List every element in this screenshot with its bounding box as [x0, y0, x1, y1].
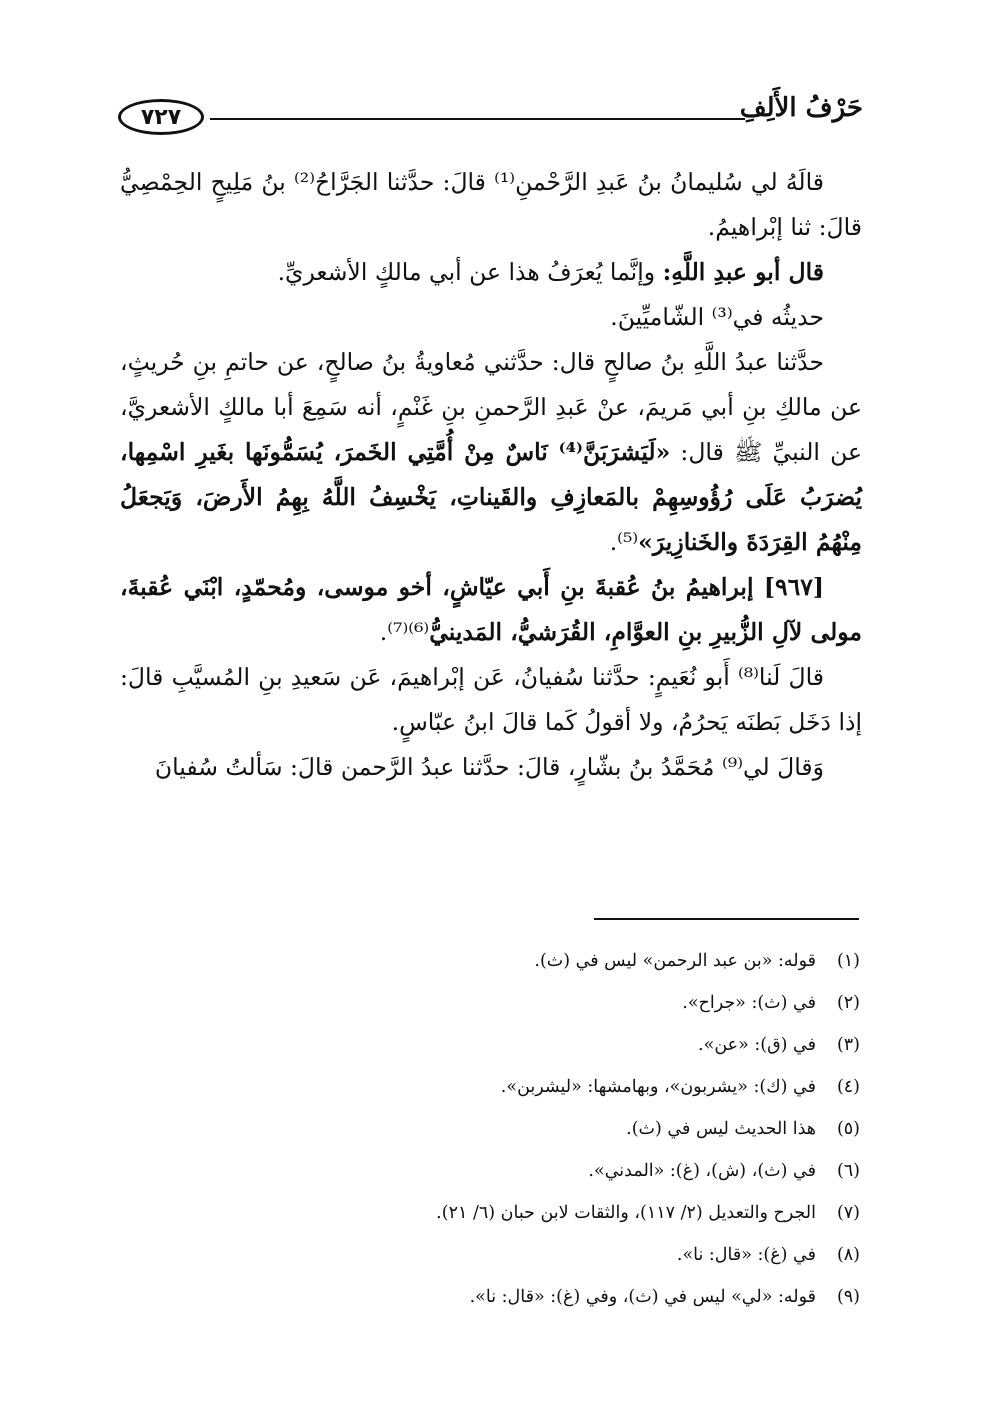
footnote-text: في (ث)، (ش)، (غ): «المدني».	[588, 1161, 816, 1181]
main-text	[120, 160, 862, 790]
paragraph-4	[120, 340, 862, 565]
footnote-number: (١)	[836, 951, 860, 971]
footnote-number: (٩)	[836, 1287, 860, 1307]
footnote-text: في (ك): «يشربون»، وبهامشها: «ليشربن».	[500, 1077, 816, 1097]
footnote	[200, 1066, 860, 1108]
paragraph-2	[120, 250, 862, 295]
footnote-ref-5: ⁽⁵⁾.	[609, 528, 639, 556]
footnote	[200, 1276, 860, 1318]
footnotes	[200, 940, 860, 1318]
footnote-number: (٢)	[836, 993, 860, 1013]
chapter-title: حَرْفُ الأَلِفِ	[739, 93, 863, 123]
footnote-text: قوله: «لي» ليس في (ث)، وفي (غ): «قال: نا».	[469, 1287, 816, 1307]
page-header	[118, 93, 863, 141]
footnote-text: قوله: «بن عبد الرحمن» ليس في (ث).	[534, 951, 816, 971]
footnote-text: في (ث): «جراح».	[682, 993, 816, 1013]
footnote-text: في (ق): «عن».	[698, 1035, 816, 1055]
footnote	[200, 982, 860, 1024]
footnote-number: (٣)	[836, 1035, 860, 1055]
page-number: ٧٢٧	[140, 104, 182, 130]
paragraph-6: قالَ لَنا⁽⁸⁾ أَبو نُعَيمٍ: حدَّثنا سُفيانُ، عَن إبْراهيمَ، عَن سَعيدِ بنِ المُسيَّبِ قالَ: إذا دَخَل بَطنَه يَحرُمُ، ولا أقولُ كَما قالَ ابنُ عبّاسٍ.	[120, 663, 862, 736]
paragraph-5	[120, 565, 862, 655]
footnote	[200, 1024, 860, 1066]
paragraph-7: وَقالَ لي⁽⁹⁾ مُحَمَّدُ بنُ بشّارٍ، قالَ: حدَّثنا عبدُ الرَّحمن قالَ: سَألتُ سُفيانَ	[154, 753, 824, 781]
footnote-separator	[594, 918, 859, 920]
footnote-number: (٨)	[836, 1245, 860, 1265]
footnote	[200, 1150, 860, 1192]
footnote	[200, 940, 860, 982]
footnote-text: في (غ): «قال: نا».	[676, 1245, 816, 1265]
author-label: قال أبو عبدِ اللَّهِ:	[662, 258, 824, 286]
footnote	[200, 1234, 860, 1276]
footnote-text: هذا الحديث ليس في (ث).	[626, 1119, 816, 1139]
isnad-text: حدَّثنا عبدُ اللَّهِ بنُ صالحٍ قال: حدَّثني مُعاويةُ بنُ صالحٍ، عن حاتمِ بنِ حُريثٍ، عن مالكِ بنِ أبي مَريمَ، عنْ عَبدِ الرَّحمنِ بنِ غَنْمٍ، أنه سَمِعَ أبا مالكٍ الأشعريَّ، عن النبيِّ ﷺ قال:	[120, 348, 862, 466]
paragraph-3: حديثُه في⁽³⁾ الشّاميِّينَ.	[610, 303, 824, 331]
paragraph-2-text: وإنَّما يُعرَفُ هذا عن أبي مالكٍ الأشعريِّ.	[277, 258, 663, 286]
page-number-oval	[118, 99, 204, 135]
biography-heading: [٩٦٧] إبراهيمُ بنُ عُقبةَ بنِ أَبي عيّاشٍ، أخو موسى، ومُحمّدٍ، ابْنَي عُقبةَ، مولى لآلِ الزُّبيرِ بنِ العوَّامِ، القُرَشيُّ، المَدينيُّ	[120, 573, 862, 646]
footnote-number: (٦)	[836, 1161, 860, 1181]
footnote-ref-6-7: ⁽⁶⁾⁽⁷⁾.	[379, 618, 430, 646]
footnote-number: (٤)	[836, 1077, 860, 1097]
header-rule	[210, 118, 745, 120]
hadith-text: «لَيَشرَبَنَّ⁽⁴⁾ نَاسٌ مِنْ أُمَّتِي الخَمرَ، يُسَمُّونَها بغَيرِ اسْمِها، يُضرَبُ عَلَى رُؤُوسِهِمْ بالمَعازِفِ والقَيناتِ، يَخْسِفُ اللَّهُ بِهِمُ الأَرضَ، وَيَجعَلُ مِنْهُمُ القِرَدَةَ والخَنازِيرَ»	[120, 438, 862, 556]
footnote	[200, 1108, 860, 1150]
footnote-number: (٧)	[836, 1203, 860, 1223]
footnote-number: (٥)	[836, 1119, 860, 1139]
footnote	[200, 1192, 860, 1234]
paragraph-1: قالَهُ لي سُليمانُ بنُ عَبدِ الرَّحْمنِ⁽¹⁾ قالَ: حدَّثنا الجَرَّاحُ⁽²⁾ بنُ مَلِيحٍ الحِمْصِيُّ قالَ: ثنا إبْراهيمُ.	[120, 168, 862, 241]
footnote-text: الجرح والتعديل (٢/ ١١٧)، والثقات لابن حبان (٦/ ٢١).	[436, 1203, 816, 1223]
